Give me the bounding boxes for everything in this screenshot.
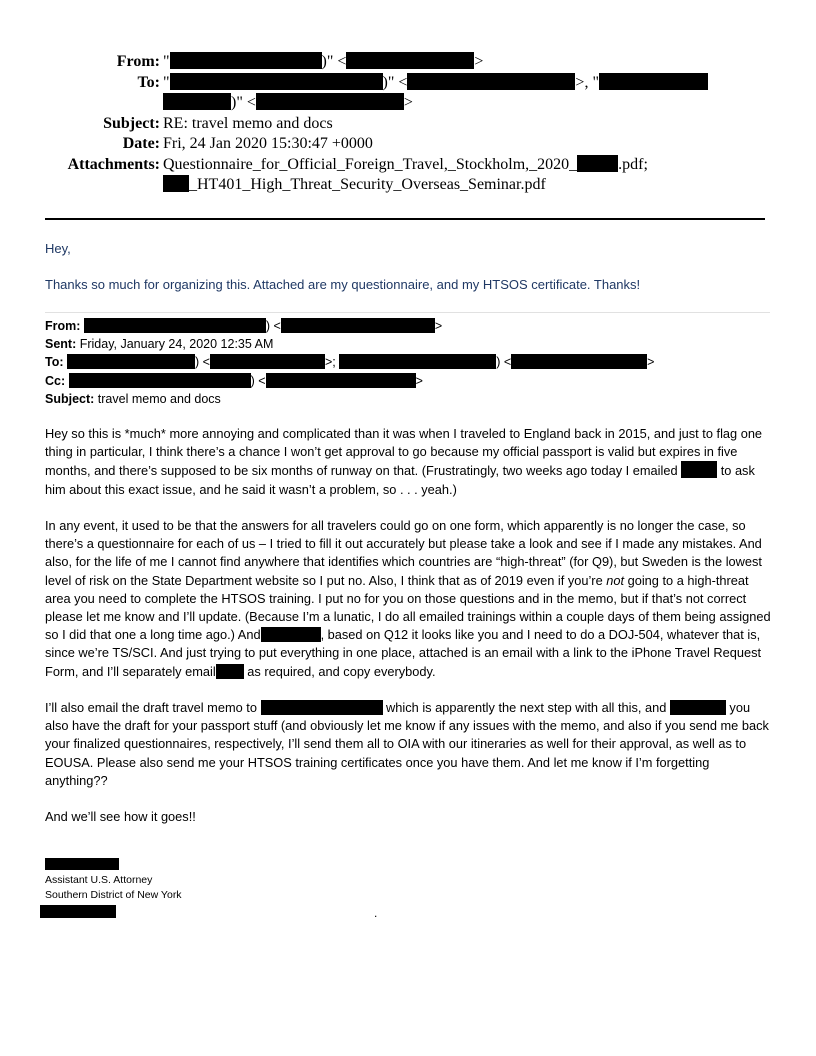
redaction: [67, 354, 195, 369]
signature-name-redaction: [45, 858, 119, 870]
attachments-label: Attachments:: [67, 155, 160, 173]
body-paragraph-4: And we’ll see how it goes!!: [45, 809, 196, 825]
redaction: [670, 700, 726, 715]
to-label: To:: [137, 73, 160, 91]
quoted-divider: [45, 312, 770, 313]
header-subject-row: [0, 114, 816, 135]
header-to-continued: [0, 93, 816, 114]
to-value-continued: )" < >: [163, 93, 413, 114]
reply-message: Thanks so much for organizing this. Attached are my questionnaire, and my HTSOS certificate. Thanks!: [45, 277, 641, 292]
redaction: [281, 318, 435, 333]
redaction: [407, 73, 575, 90]
redaction: [170, 52, 322, 69]
quoted-sent-row: Sent: Friday, January 24, 2020 12:35 AM: [45, 337, 274, 352]
header-attachments-row-2: [0, 175, 816, 196]
date-value: Fri, 24 Jan 2020 15:30:47 +0000: [163, 135, 373, 152]
body-paragraph-2: In any event, it used to be that the answers for all travelers could go on one form, which apparently is no longer the case, so there’s a questionnaire for each of us – I tried to fill it out accurately but please take a look and see if I made any mistakes. And also, for the life of me I cannot find anywhere that identifies which countries are “high-threat” (for Q9), but Sweden is the lowest level of risk on the State Department website so I put no. Also, I think that as of 2019 even if you’re not going to a high-threat area you need to complete the HTSOS training. I put no for you on those questions and in the memo, but if that’s not correct please let me know and I’ll update. (Because I’m a lunatic, I do all emailed trainings within a couple days of them being assigned so I did that one a long time ago.) And , based on Q12 it looks like you and I need to do a DOJ-504, whatever that is, since we’re TS/SCI. And just trying to put everything in one place, attached is an email with a link to the iPhone Travel Request Form, and I’ll separately email as required, and copy everybody.: [45, 518, 771, 679]
subject-label: Subject:: [103, 114, 160, 132]
attachment-1[interactable]: Questionnaire_for_Official_Foreign_Travel,_Stockholm,_2020_ .pdf;: [163, 155, 648, 173]
to-value: " )" < >, ": [163, 73, 708, 94]
redaction: [163, 175, 189, 192]
quoted-subject-row: Subject: travel memo and docs: [45, 391, 221, 406]
redaction: [210, 354, 325, 369]
redaction: [163, 93, 231, 110]
signature-phone-redaction: [40, 905, 116, 918]
quoted-to-row: To: ) < >; ) < >: [45, 355, 655, 370]
signature-title: Assistant U.S. Attorney: [45, 874, 153, 886]
redaction: [261, 700, 383, 715]
redaction: [577, 155, 618, 172]
header-from-row: [0, 52, 816, 73]
redaction: [681, 461, 717, 478]
signature-block: [45, 858, 182, 918]
redaction: [261, 627, 321, 642]
date-label: Date:: [122, 135, 160, 152]
redaction: [216, 664, 244, 679]
from-label: From:: [116, 53, 160, 70]
body-paragraph-1: Hey so this is *much* more annoying and complicated than it was when I traveled to England back in 2015, and just to flag one thing in particular, I think there’s a chance I won’t get approval to go because my official passport is valid but expires in five months, and there’s supposed to be six months of runway on that. (Frustratingly, two weeks ago today I emailed to ask him about this exact issue, and he said it wasn’t a problem, so . . . yeah.): [45, 426, 763, 497]
redaction: [170, 73, 383, 90]
attachment-2[interactable]: _HT401_High_Threat_Security_Overseas_Seminar.pdf: [163, 175, 546, 196]
header-attachments-row: [0, 155, 816, 176]
redaction: [84, 318, 266, 333]
from-value: " )" < >: [163, 53, 484, 70]
redaction: [256, 93, 404, 110]
quoted-cc-row: Cc: ) < >: [45, 373, 423, 388]
redaction: [346, 52, 474, 69]
body-paragraph-3: I’ll also email the draft travel memo to which is apparently the next step with all this, and you also have the draft for your passport stuff (and obviously let me know if any issues with the memo, and also if you send me back your finalized questionnaires, respectively, I’ll send them all to OIA with our itineraries as well for their approval, as well as to EOUSA. Please also send me your HTSOS training certificates once you have them. And let me know if I’m forgetting anything??: [45, 700, 769, 788]
redaction: [511, 354, 647, 369]
redaction: [266, 373, 416, 388]
footer-mark: .: [374, 906, 378, 920]
message-body: [45, 425, 773, 845]
subject-value: RE: travel memo and docs: [163, 114, 333, 132]
header-date-row: [0, 134, 816, 155]
quoted-header: [45, 317, 770, 408]
reply-greeting: Hey,: [45, 241, 71, 256]
header-divider: [45, 218, 765, 220]
quoted-from-row: From: ) < >: [45, 319, 443, 333]
redaction: [599, 73, 708, 90]
email-header: [0, 52, 816, 196]
redaction: [339, 354, 496, 369]
signature-office: Southern District of New York: [45, 889, 182, 901]
header-to-row: [0, 73, 816, 94]
redaction: [69, 373, 251, 388]
